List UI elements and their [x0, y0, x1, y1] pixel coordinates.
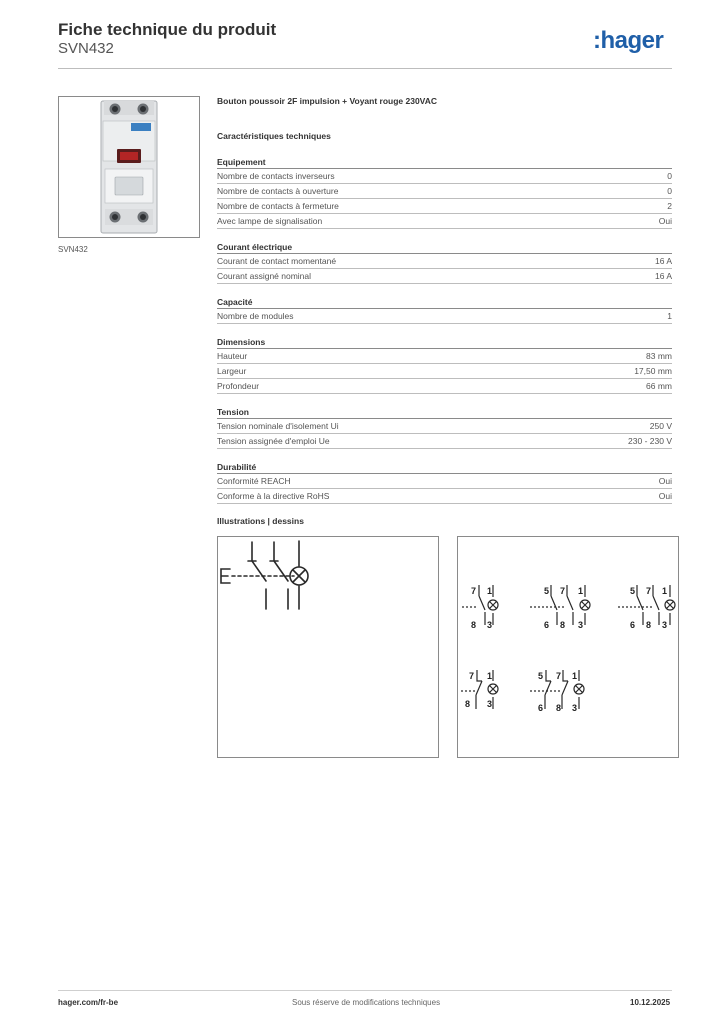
terminal-label: 3: [578, 620, 584, 630]
terminal-label: 8: [556, 703, 562, 713]
terminal-label: 8: [560, 620, 566, 630]
terminal-label: 7: [560, 586, 566, 596]
terminal-label: 6: [538, 703, 544, 713]
spec-row: [217, 169, 672, 184]
spec-label: Nombre de contacts à fermeture: [217, 201, 339, 211]
footer-disclaimer: Sous réserve de modifications techniques: [292, 998, 441, 1007]
group-title: Equipement: [217, 157, 672, 169]
terminal-label: 1: [572, 671, 578, 681]
header-divider: [58, 68, 672, 69]
spec-value: 230 - 230 V: [628, 436, 672, 446]
footer-divider: [58, 990, 672, 991]
terminal-label: 8: [646, 620, 652, 630]
terminal-label: 6: [630, 620, 636, 630]
spec-label: Profondeur: [217, 381, 260, 391]
illustrations-heading: Illustrations | dessins: [217, 516, 304, 526]
page-title: Fiche technique du produit: [58, 20, 277, 39]
spec-row: [217, 489, 672, 504]
spec-group-equipement: [217, 157, 672, 229]
spec-value: Oui: [658, 216, 672, 226]
spec-value: 250 V: [649, 421, 672, 431]
spec-value: 16 A: [654, 271, 672, 281]
wiring-diagram-4: [461, 670, 498, 709]
spec-label: Nombre de modules: [217, 311, 294, 321]
spec-group-tension: [217, 407, 672, 449]
product-image-caption: SVN432: [58, 245, 88, 254]
terminal-label: 8: [465, 699, 471, 709]
spec-section: [217, 96, 672, 504]
terminal-label: 7: [646, 586, 652, 596]
spec-row: [217, 199, 672, 214]
spec-label: Courant de contact momentané: [217, 256, 337, 266]
spec-value: 1: [667, 311, 672, 321]
wiring-diagrams-illustration: [457, 536, 679, 758]
terminal-label: 6: [544, 620, 550, 630]
spec-label: Hauteur: [217, 351, 248, 361]
spec-row: [217, 184, 672, 199]
terminal-label: 7: [471, 586, 477, 596]
spec-value: 66 mm: [646, 381, 672, 391]
spec-label: Conforme à la directive RoHS: [217, 491, 330, 501]
terminal-label: 1: [662, 586, 668, 596]
group-title: Capacité: [217, 297, 672, 309]
spec-row: [217, 434, 672, 449]
terminal-label: 7: [556, 671, 562, 681]
spec-row: [217, 254, 672, 269]
terminal-label: 8: [471, 620, 477, 630]
wiring-diagram-5: [530, 670, 584, 713]
group-title: Dimensions: [217, 337, 672, 349]
spec-row: [217, 364, 672, 379]
spec-label: Conformité REACH: [217, 476, 291, 486]
spec-value: 83 mm: [646, 351, 672, 361]
spec-row: [217, 419, 672, 434]
wiring-diagram-2: [530, 585, 590, 630]
spec-value: Oui: [658, 491, 672, 501]
spec-row: [217, 214, 672, 229]
terminal-label: 1: [487, 671, 493, 681]
group-title: Courant électrique: [217, 242, 672, 254]
spec-group-capacite: [217, 297, 672, 324]
spec-label: Largeur: [217, 366, 247, 376]
terminal-label: 5: [538, 671, 544, 681]
spec-group-courant: [217, 242, 672, 284]
spec-value: 0: [667, 171, 672, 181]
terminal-label: 5: [630, 586, 636, 596]
spec-value: 2: [667, 201, 672, 211]
terminal-label: 1: [487, 586, 493, 596]
wiring-diagram-3: [618, 585, 675, 630]
circuit-symbol-illustration: [217, 536, 439, 758]
spec-value: 0: [667, 186, 672, 196]
terminal-label: 7: [469, 671, 475, 681]
spec-label: Avec lampe de signalisation: [217, 216, 323, 226]
spec-label: Tension assignée d'emploi Ue: [217, 436, 330, 446]
spec-groups: [217, 157, 672, 504]
group-title: Durabilité: [217, 462, 672, 474]
tech-characteristics-heading: Caractéristiques techniques: [217, 131, 331, 141]
spec-row: [217, 309, 672, 324]
spec-label: Nombre de contacts à ouverture: [217, 186, 339, 196]
product-image: [58, 96, 200, 238]
hager-logo: :hager: [593, 27, 664, 54]
terminal-label: 5: [544, 586, 550, 596]
terminal-label: 3: [662, 620, 668, 630]
group-title: Tension: [217, 407, 672, 419]
footer-url-link[interactable]: hager.com/fr-be: [58, 998, 119, 1007]
footer-date: 10.12.2025: [630, 998, 671, 1007]
spec-value: Oui: [658, 476, 672, 486]
spec-value: 17,50 mm: [634, 366, 672, 376]
spec-label: Nombre de contacts inverseurs: [217, 171, 335, 181]
terminal-label: 1: [578, 586, 584, 596]
spec-value: 16 A: [654, 256, 672, 266]
terminal-label: 3: [487, 699, 493, 709]
product-sku: SVN432: [58, 40, 114, 57]
spec-label: Courant assigné nominal: [217, 271, 312, 281]
spec-label: Tension nominale d'isolement Ui: [217, 421, 339, 431]
wiring-diagram-1: [462, 585, 498, 630]
terminal-label: 3: [572, 703, 578, 713]
spec-row: [217, 269, 672, 284]
spec-group-dimensions: [217, 337, 672, 394]
product-description: Bouton poussoir 2F impulsion + Voyant rouge 230VAC: [217, 96, 437, 106]
spec-group-durabilite: [217, 462, 672, 504]
spec-row: [217, 349, 672, 364]
spec-row: [217, 379, 672, 394]
terminal-label: 3: [487, 620, 493, 630]
spec-row: [217, 474, 672, 489]
